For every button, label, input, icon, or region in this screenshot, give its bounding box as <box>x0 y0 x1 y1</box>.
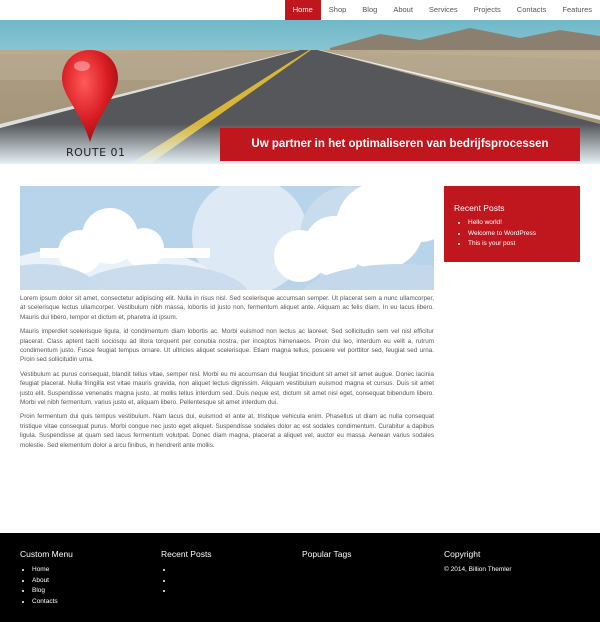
copyright-text: © 2014, Billion Themler <box>444 566 512 573</box>
nav-item-projects[interactable]: Projects <box>473 5 501 14</box>
nav-menu <box>285 0 600 20</box>
map-pin-icon <box>60 48 120 144</box>
footer-link-home[interactable]: • Home <box>32 565 73 576</box>
recent-posts-widget <box>444 186 580 262</box>
footer-heading: Copyright <box>444 549 481 559</box>
footer-link-blog[interactable]: • Blog <box>32 586 73 597</box>
nav-item-blog[interactable]: Blog <box>362 5 378 14</box>
hero-tagline: Uw partner in het optimaliseren van bedrijfsprocessen <box>220 128 580 161</box>
footer-recent-post-item[interactable] <box>173 586 212 597</box>
nav-item-shop[interactable]: Shop <box>328 5 347 14</box>
footer-heading: Popular Tags <box>302 549 352 559</box>
content-paragraph-4: Proin fermentum dui quis tempus vestibulum. Nam lacus dui, euismod et ante at, tristique vehicula enim. Phasellus ut diam ac nulla consequat tristique vitae consequat purus. Morbi congue nec justo eget aliquet. Suspendisse sodales dolor ac est sodales condimentum. Curabitur a dapibus ligula. Suspendisse at quam sed lacus fermentum volutpat. Donec diam magna, placerat a aliquet vel, auctor eu massa. Aenean varius sodales molestie. Sed elementum dolor a arcu finibus, in hendrerit ante mollis. <box>20 413 434 449</box>
clouds-image <box>20 186 434 290</box>
recent-post-link[interactable]: • Welcome to WordPress <box>468 229 570 240</box>
footer-custom-menu <box>20 549 73 607</box>
main-content <box>20 186 434 450</box>
footer-recent-posts-list <box>161 565 212 597</box>
hero-banner <box>0 20 600 164</box>
content-paragraph-3: Vestibulum ac purus consequat, blandit tellus vitae, semper nisl. Morbi eu mi accumsan dui feugiat tincidunt sit amet sit amet augue. Donec lacinia feugiat placerat. Nulla fringilla est vitae mauris gravida, non aliquet lectus dignissim. Aliquam vestibulum euismod magna et cursus. Duis sit amet justo elit. Suspendisse venenatis magna justo, at mollis tellus interdum sed. Duis neque est, dictum sit amet nisl eget, consequat bibendum libero. Morbi vel nibh fermentum, varius justo et, aliquam libero. Pellentesque sit amet interdum dui. <box>20 370 434 407</box>
footer-heading: Custom Menu <box>20 549 73 559</box>
footer-link-contacts[interactable]: • Contacts <box>32 597 73 608</box>
footer-recent-posts <box>161 549 212 597</box>
logo-text: ROUTE 01 <box>66 146 126 159</box>
site-footer <box>0 533 600 622</box>
nav-item-services[interactable]: Services <box>428 5 458 14</box>
footer-popular-tags <box>302 549 351 565</box>
nav-item-home[interactable]: Home <box>285 0 321 20</box>
nav-item-contacts[interactable]: Contacts <box>516 5 547 14</box>
recent-post-link[interactable]: • Hello world! <box>468 218 570 229</box>
nav-item-about[interactable]: About <box>393 5 413 14</box>
content-paragraph-2: Mauris imperdiet scelerisque ligula, id condimentum diam lobortis ac. Morbi euismod non lectus ac laoreet. Sed sollicitudin sem vel nisl efficitur placerat. Class aptent taciti sociosqu ad litora torquent per conubia nostra, per inceptos himenaeos. Proin dui leo, interdum eu velit a, rutrum condimentum justo. Fusce feugiat tempus ornare. Ut ultricies aliquet scelerisque. Etiam magna tellus, posuere vel porttitor sed, feugiat sed urna. Proin sed sollicitudin urna. <box>20 328 434 364</box>
recent-posts-list <box>454 218 570 250</box>
footer-copyright <box>444 549 512 575</box>
nav-item-features[interactable]: Features <box>562 5 592 14</box>
recent-post-link[interactable]: • This is your post <box>468 239 570 250</box>
top-navigation <box>0 0 600 20</box>
footer-link-about[interactable]: • About <box>32 576 73 587</box>
footer-menu-list <box>20 565 73 607</box>
footer-heading: Recent Posts <box>161 549 212 559</box>
footer-recent-post-item[interactable] <box>173 576 212 587</box>
footer-recent-post-item[interactable] <box>173 565 212 576</box>
content-paragraph-1: Lorem ipsum dolor sit amet, consectetur adipiscing elit. Nulla in risus nisl. Sed scelerisque accumsan semper. Ut placerat sem a nunc ullamcorper, at scelerisque lectus ullamcorper. Vestibulum nibh massa, lobortis id justo non, fermentum aliquet ante. Aliquam ac felis diam. In eu lacus libero. Mauris dui libero, tempor et dictum et, pharetra id ipsum. <box>20 295 434 321</box>
widget-title: Recent Posts <box>454 203 505 213</box>
